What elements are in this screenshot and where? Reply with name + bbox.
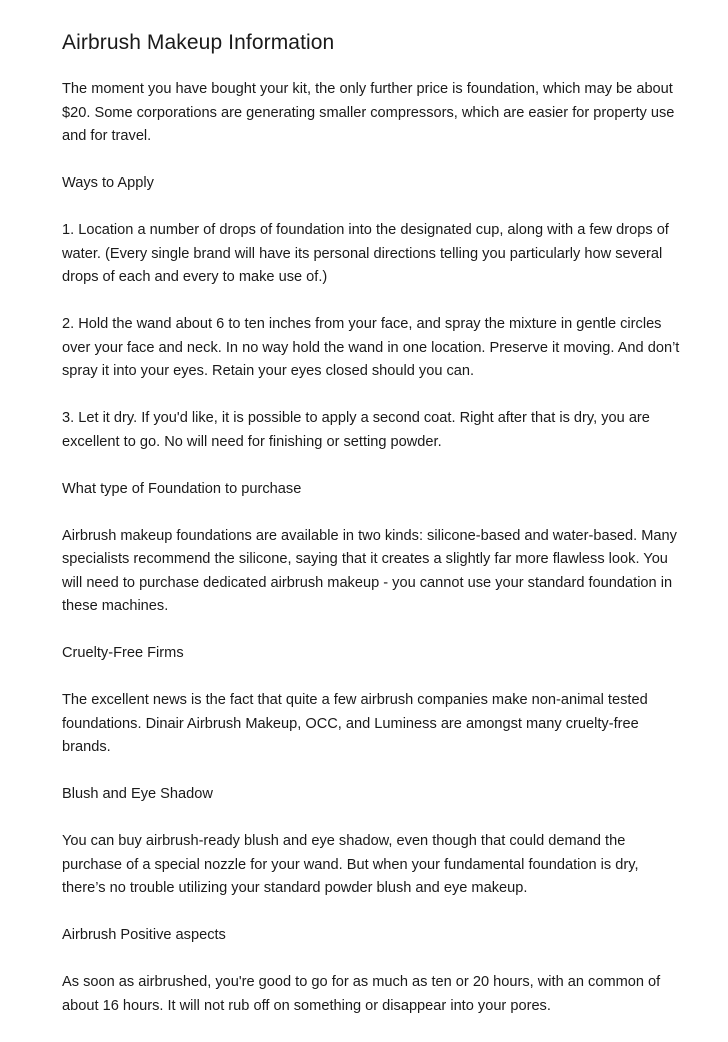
section-heading-blush: Blush and Eye Shadow — [62, 786, 213, 802]
intro-paragraph: The moment you have bought your kit, the only further price is foundation, which may be about $20. Some corporations are generating smaller compressors, which are easier for property use and for travel. — [62, 81, 675, 144]
section-heading-ways-to-apply: Ways to Apply — [62, 175, 154, 191]
section-heading-positive-aspects: Airbrush Positive aspects — [62, 927, 226, 943]
foundation-paragraph: Airbrush makeup foundations are available in two kinds: silicone-based and water-based. Many specialists recommend the silicone, saying that it creates a slightly far more flawless look. You will need to purchase dedicated airbrush makeup - you cannot use your standard foundation in these machines. — [62, 527, 677, 614]
step-1-paragraph: 1. Location a number of drops of foundation into the designated cup, along with a few drops of water. (Every single brand will have its personal directions telling you particularly how several drops of each and every to make use of.) — [62, 222, 669, 285]
blush-paragraph: You can buy airbrush-ready blush and eye shadow, even though that could demand the purchase of a special nozzle for your wand. But when your fundamental foundation is dry, there’s no trouble utilizing your standard powder blush and eye makeup. — [62, 833, 639, 896]
section-heading-foundation: What type of Foundation to purchase — [62, 480, 302, 497]
section-heading-cruelty-free: Cruelty-Free Firms — [62, 645, 184, 661]
cruelty-free-paragraph: The excellent news is the fact that quite a few airbrush companies make non-animal tested foundations. Dinair Airbrush Makeup, OCC, and Luminess are amongst many cruelty-free brands. — [62, 692, 648, 755]
document-page — [62, 28, 682, 1042]
step-3-paragraph: 3. Let it dry. If you'd like, it is possible to apply a second coat. Right after that is dry, you are excellent to go. No will need for finishing or setting powder. — [62, 410, 650, 450]
step-2-paragraph: 2. Hold the wand about 6 to ten inches from your face, and spray the mixture in gentle circles over your face and neck. In no way hold the wand in one location. Preserve it moving. And don’t spray it into your eyes. Retain your eyes closed should you can. — [62, 316, 680, 379]
document-title: Airbrush Makeup Information — [62, 31, 335, 54]
positive-aspects-paragraph: As soon as airbrushed, you're good to go for as much as ten or 20 hours, with an common of about 16 hours. It will not rub off on something or disappear into your pores. — [62, 974, 661, 1014]
